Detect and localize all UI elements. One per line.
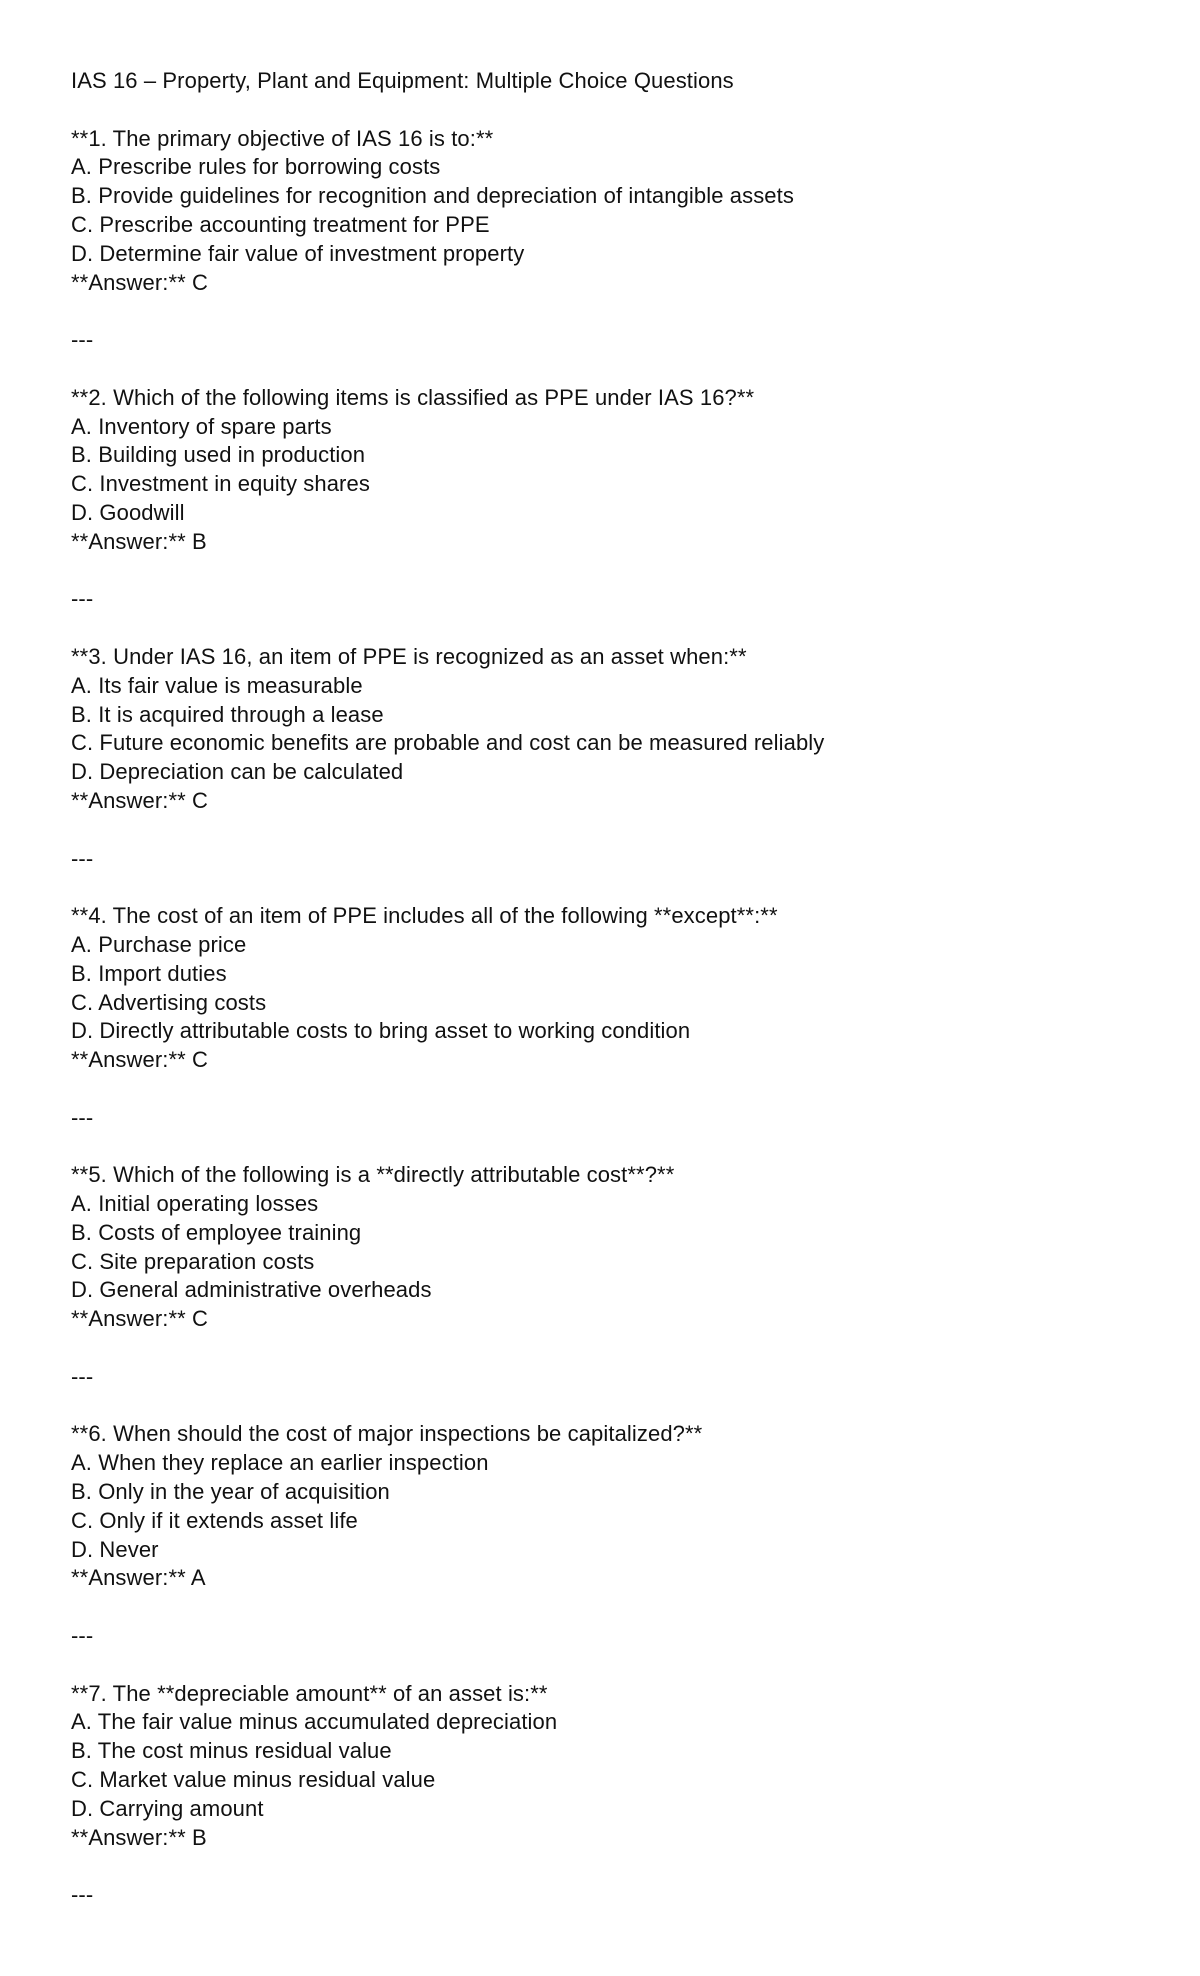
question-text: **6. When should the cost of major inspections be capitalized?** [71, 1421, 703, 1447]
answer-text: **Answer:** C [71, 1306, 209, 1332]
option-b: B. The cost minus residual value [71, 1738, 392, 1764]
answer-text: **Answer:** C [71, 1047, 209, 1073]
option-c: C. Prescribe accounting treatment for PPE [71, 211, 490, 237]
document-title: IAS 16 – Property, Plant and Equipment: Multiple Choice Questions [71, 68, 734, 93]
question-text: **3. Under IAS 16, an item of PPE is recognized as an asset when:** [71, 643, 747, 669]
question-4 [71, 902, 1131, 1075]
separator: --- [71, 1623, 94, 1649]
separator: --- [71, 1363, 94, 1389]
option-a: A. Inventory of spare parts [71, 413, 332, 439]
option-b: B. Only in the year of acquisition [71, 1479, 390, 1505]
separator: --- [71, 1882, 94, 1908]
option-d: D. General administrative overheads [71, 1277, 432, 1303]
question-text: **4. The cost of an item of PPE includes all of the following **except**:** [71, 903, 778, 929]
question-7 [71, 1680, 1131, 1853]
option-d: D. Goodwill [71, 499, 185, 525]
question-1 [71, 125, 1131, 298]
document-body [71, 67, 1131, 1939]
option-a: A. Purchase price [71, 931, 247, 957]
question-text: **2. Which of the following items is classified as PPE under IAS 16?** [71, 384, 755, 410]
option-d: D. Depreciation can be calculated [71, 759, 404, 785]
separator: --- [71, 327, 94, 353]
option-b: B. It is acquired through a lease [71, 701, 384, 727]
separator: --- [71, 845, 94, 871]
answer-text: **Answer:** B [71, 1824, 207, 1850]
question-text: **7. The **depreciable amount** of an asset is:** [71, 1680, 548, 1706]
option-c: C. Market value minus residual value [71, 1767, 436, 1793]
option-d: D. Never [71, 1536, 159, 1562]
option-d: D. Carrying amount [71, 1795, 264, 1821]
question-2 [71, 384, 1131, 557]
option-a: A. When they replace an earlier inspection [71, 1450, 489, 1476]
option-a: A. Prescribe rules for borrowing costs [71, 154, 441, 180]
option-b: B. Costs of employee training [71, 1219, 362, 1245]
option-a: A. The fair value minus accumulated depreciation [71, 1709, 558, 1735]
option-b: B. Building used in production [71, 442, 366, 468]
option-d: D. Directly attributable costs to bring asset to working condition [71, 1018, 691, 1044]
option-b: B. Import duties [71, 960, 227, 986]
question-6 [71, 1420, 1131, 1593]
option-c: C. Future economic benefits are probable and cost can be measured reliably [71, 730, 825, 756]
option-c: C. Site preparation costs [71, 1248, 315, 1274]
question-text: **1. The primary objective of IAS 16 is to:** [71, 125, 494, 151]
separator: --- [71, 586, 94, 612]
option-c: C. Investment in equity shares [71, 471, 370, 497]
question-3 [71, 643, 1131, 816]
answer-text: **Answer:** C [71, 269, 209, 295]
question-text: **5. Which of the following is a **directly attributable cost**?** [71, 1162, 675, 1188]
option-c: C. Advertising costs [71, 989, 267, 1015]
question-5 [71, 1161, 1131, 1334]
option-b: B. Provide guidelines for recognition and depreciation of intangible assets [71, 183, 794, 209]
answer-text: **Answer:** A [71, 1565, 206, 1591]
option-c: C. Only if it extends asset life [71, 1507, 358, 1533]
option-a: A. Its fair value is measurable [71, 672, 363, 698]
option-d: D. Determine fair value of investment property [71, 240, 525, 266]
separator: --- [71, 1104, 94, 1130]
answer-text: **Answer:** B [71, 528, 207, 554]
answer-text: **Answer:** C [71, 787, 209, 813]
option-a: A. Initial operating losses [71, 1191, 319, 1217]
